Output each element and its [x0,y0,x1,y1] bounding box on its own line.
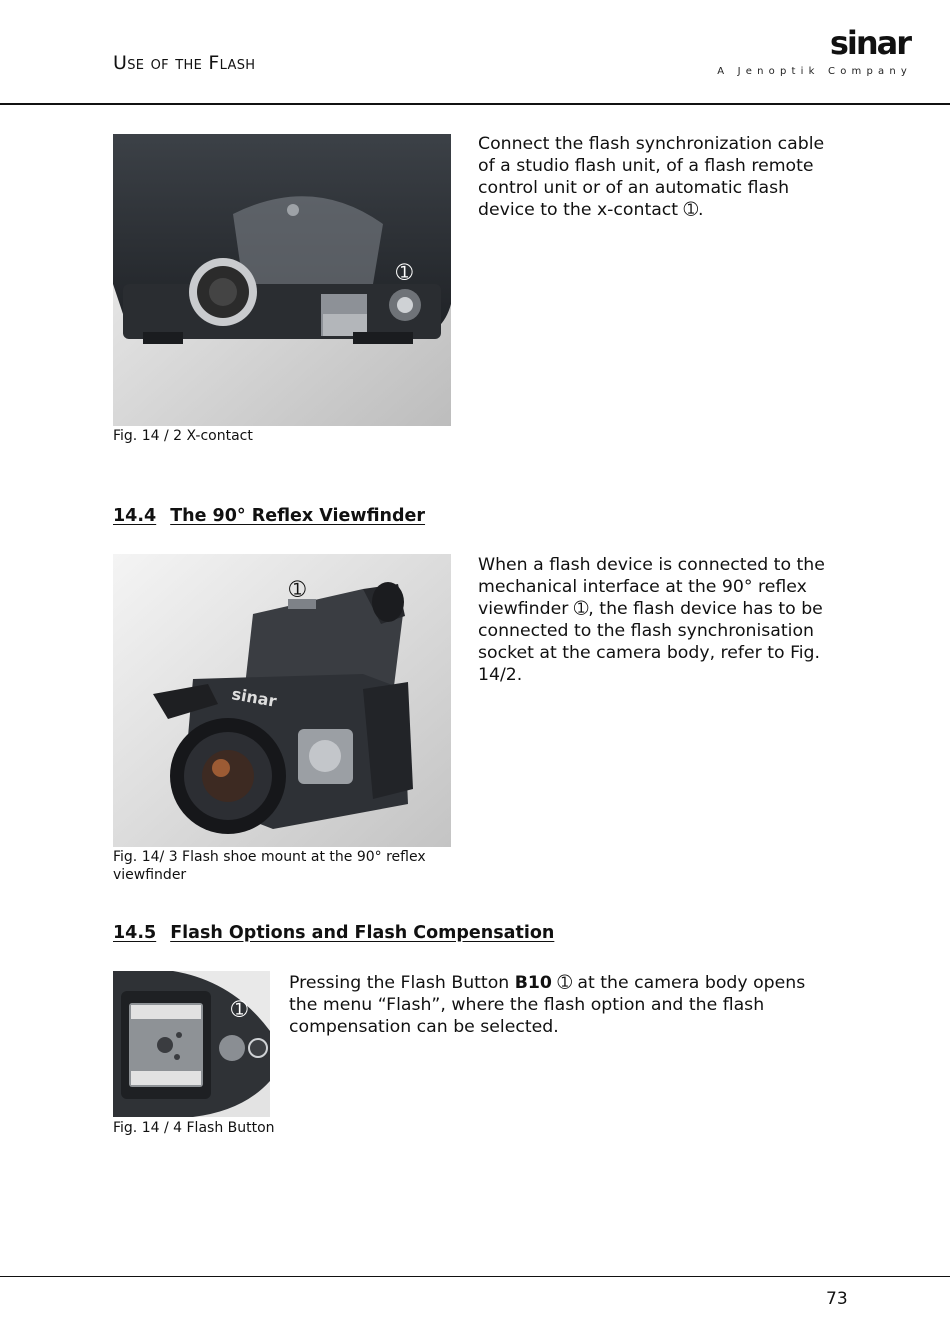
section-title: Flash Options and Flash Compensation [170,923,555,943]
brand-logo: sinar [829,24,910,62]
section-number: 14.4 [113,506,157,526]
reflex-viewfinder-photo [113,554,451,847]
figure-marker: ➀ [289,577,306,601]
header-divider [0,103,950,105]
flash-button-text [289,972,829,1038]
figure-marker: ➀ [396,260,413,284]
reflex-viewfinder-text: When a flash device is connected to the mechanical interface at the 90° reflex viewfinder ➀, the flash device has to be connected to the flash synchronisation socket at the camera body, refer to Fig. 14/2. [478,555,825,685]
x-contact-photo [113,134,451,426]
page-title: Use of the Flash [113,52,256,74]
page-number: 73 [826,1289,848,1309]
text-segment: ➀ at the camera body opens the menu “Flash”, where the flash option and the flash compensation can be selected. [289,973,806,1037]
flash-button-photo [113,971,270,1117]
text-segment: Pressing the Flash Button [289,973,515,993]
section-title: The 90° Reflex Viewfinder [170,506,426,526]
brand-tagline: A Jenoptik Company [717,66,912,77]
figure-caption: Fig. 14 / 2 X-contact [113,428,253,444]
figure-caption: Fig. 14/ 3 Flash shoe mount at the 90° reflex viewfinder [113,849,426,883]
section-heading-14-4 [113,506,425,526]
button-code: B10 [514,973,552,993]
camera-brand-label: sinar [230,684,279,711]
section-number: 14.5 [113,923,157,943]
footer-divider [0,1276,950,1277]
figure-marker: ➀ [231,997,248,1021]
figure-caption: Fig. 14 / 4 Flash Button [113,1120,275,1136]
x-contact-text: Connect the flash synchronization cable of a studio flash unit, of a flash remote control unit or of an automatic flash device to the x-contact ➀. [478,134,825,220]
section-heading-14-5 [113,923,554,943]
